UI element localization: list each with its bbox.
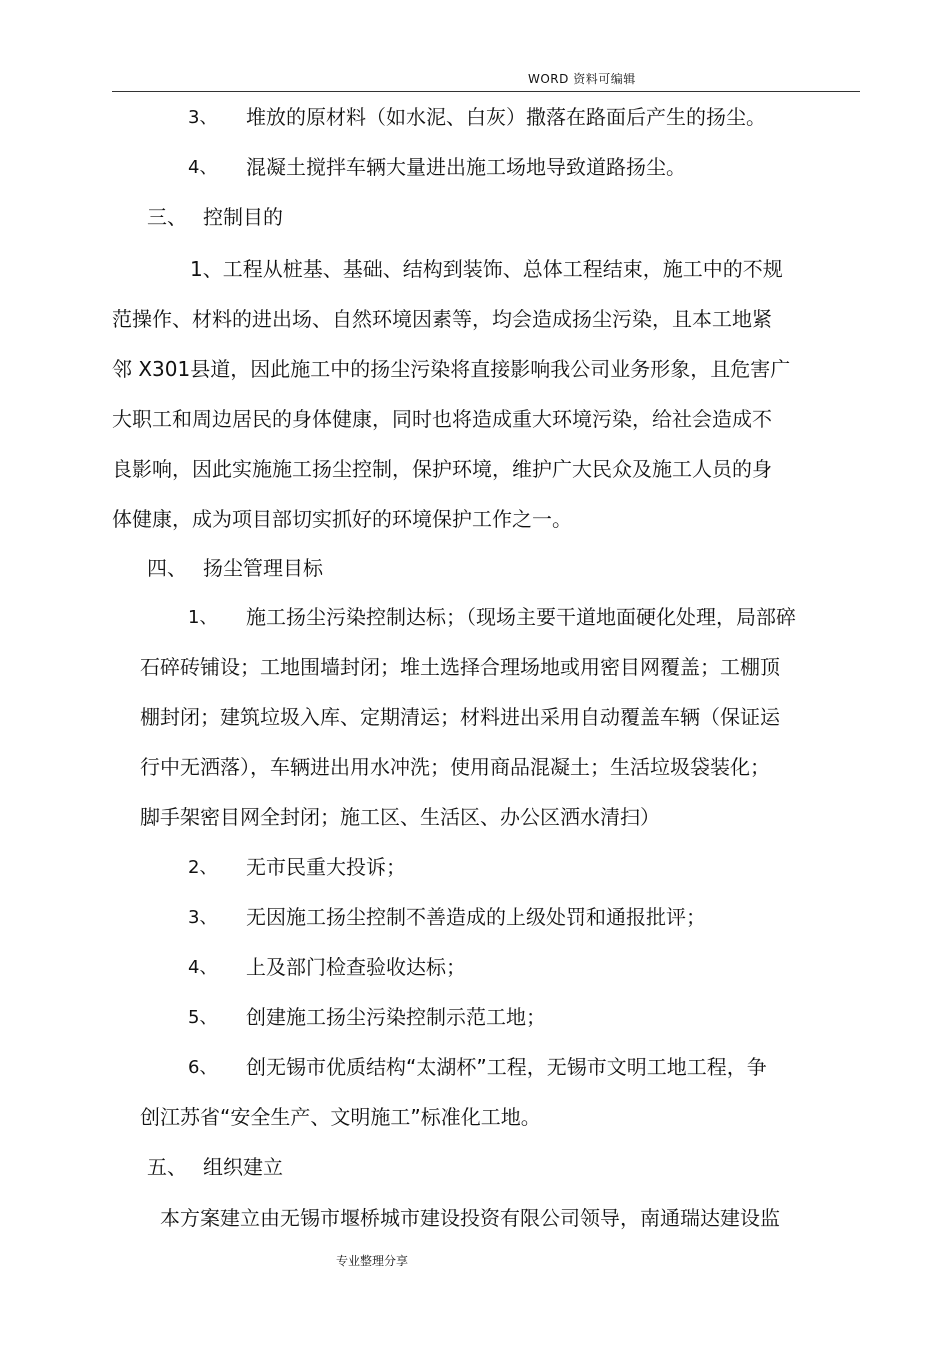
list-item-text: 无因施工扬尘控制不善造成的上级处罚和通报批评； — [246, 905, 706, 929]
header-text: WORD 资料可编辑 — [528, 72, 636, 86]
section-number: 五、 — [147, 1155, 187, 1179]
paragraph-line: 创江苏省“安全生产、文明施工”标准化工地。 — [140, 1105, 541, 1129]
item-number: 2、 — [188, 857, 218, 878]
footer-text: 专业整理分享 — [336, 1254, 409, 1268]
page-footer — [336, 1252, 408, 1269]
paragraph-line: 石碎砖铺设；工地围墙封闭；堆土选择合理场地或用密目网覆盖；工棚顶 — [140, 655, 780, 679]
page-header — [0, 70, 950, 92]
item-number: 5、 — [188, 1007, 218, 1028]
paragraph-line: 邻 X301县道，因此施工中的扬尘污染将直接影响我公司业务形象，且危害广 — [112, 357, 791, 381]
list-item-text: 创建施工扬尘污染控制示范工地； — [246, 1005, 546, 1029]
item-number: 3、 — [188, 907, 218, 928]
item-number: 3、 — [188, 107, 218, 128]
item-number: 4、 — [188, 157, 218, 178]
section-heading: 控制目的 — [203, 205, 283, 229]
section-heading: 组织建立 — [203, 1155, 283, 1179]
paragraph-line: 本方案建立由无锡市堰桥城市建设投资有限公司领导，南通瑞达建设监 — [160, 1206, 780, 1230]
section-heading: 扬尘管理目标 — [203, 556, 323, 580]
paragraph-line: 体健康，成为项目部切实抓好的环境保护工作之一。 — [112, 507, 572, 531]
list-item-text: 堆放的原材料（如水泥、白灰）撒落在路面后产生的扬尘。 — [246, 105, 766, 129]
item-number: 4、 — [188, 957, 218, 978]
header-rule — [112, 91, 860, 92]
list-item-text: 上及部门检查验收达标； — [246, 955, 466, 979]
paragraph-line: 1、工程从桩基、基础、结构到装饰、总体工程结束，施工中的不规 — [190, 257, 783, 281]
paragraph-line: 良影响，因此实施施工扬尘控制，保护环境，维护广大民众及施工人员的身 — [112, 457, 772, 481]
paragraph-line: 范操作、材料的进出场、自然环境因素等，均会造成扬尘污染，且本工地紧 — [112, 307, 772, 331]
item-number: 6、 — [188, 1057, 218, 1078]
paragraph-line: 脚手架密目网全封闭；施工区、生活区、办公区洒水清扫） — [140, 805, 660, 829]
section-number: 四、 — [147, 556, 187, 580]
paragraph-line: 施工扬尘污染控制达标；（现场主要干道地面硬化处理，局部碎 — [246, 605, 796, 629]
item-number: 1、 — [188, 607, 218, 628]
paragraph-line: 大职工和周边居民的身体健康，同时也将造成重大环境污染，给社会造成不 — [112, 407, 772, 431]
paragraph-line: 创无锡市优质结构“太湖杯”工程，无锡市文明工地工程，争 — [246, 1055, 767, 1079]
paragraph-line: 棚封闭；建筑垃圾入库、定期清运；材料进出采用自动覆盖车辆（保证运 — [140, 705, 780, 729]
list-item-text: 混凝土搅拌车辆大量进出施工场地导致道路扬尘。 — [246, 155, 686, 179]
paragraph-line: 行中无洒落），车辆进出用水冲洗；使用商品混凝土；生活垃圾袋装化； — [140, 755, 770, 779]
list-item-text: 无市民重大投诉； — [246, 855, 406, 879]
section-number: 三、 — [147, 205, 187, 229]
